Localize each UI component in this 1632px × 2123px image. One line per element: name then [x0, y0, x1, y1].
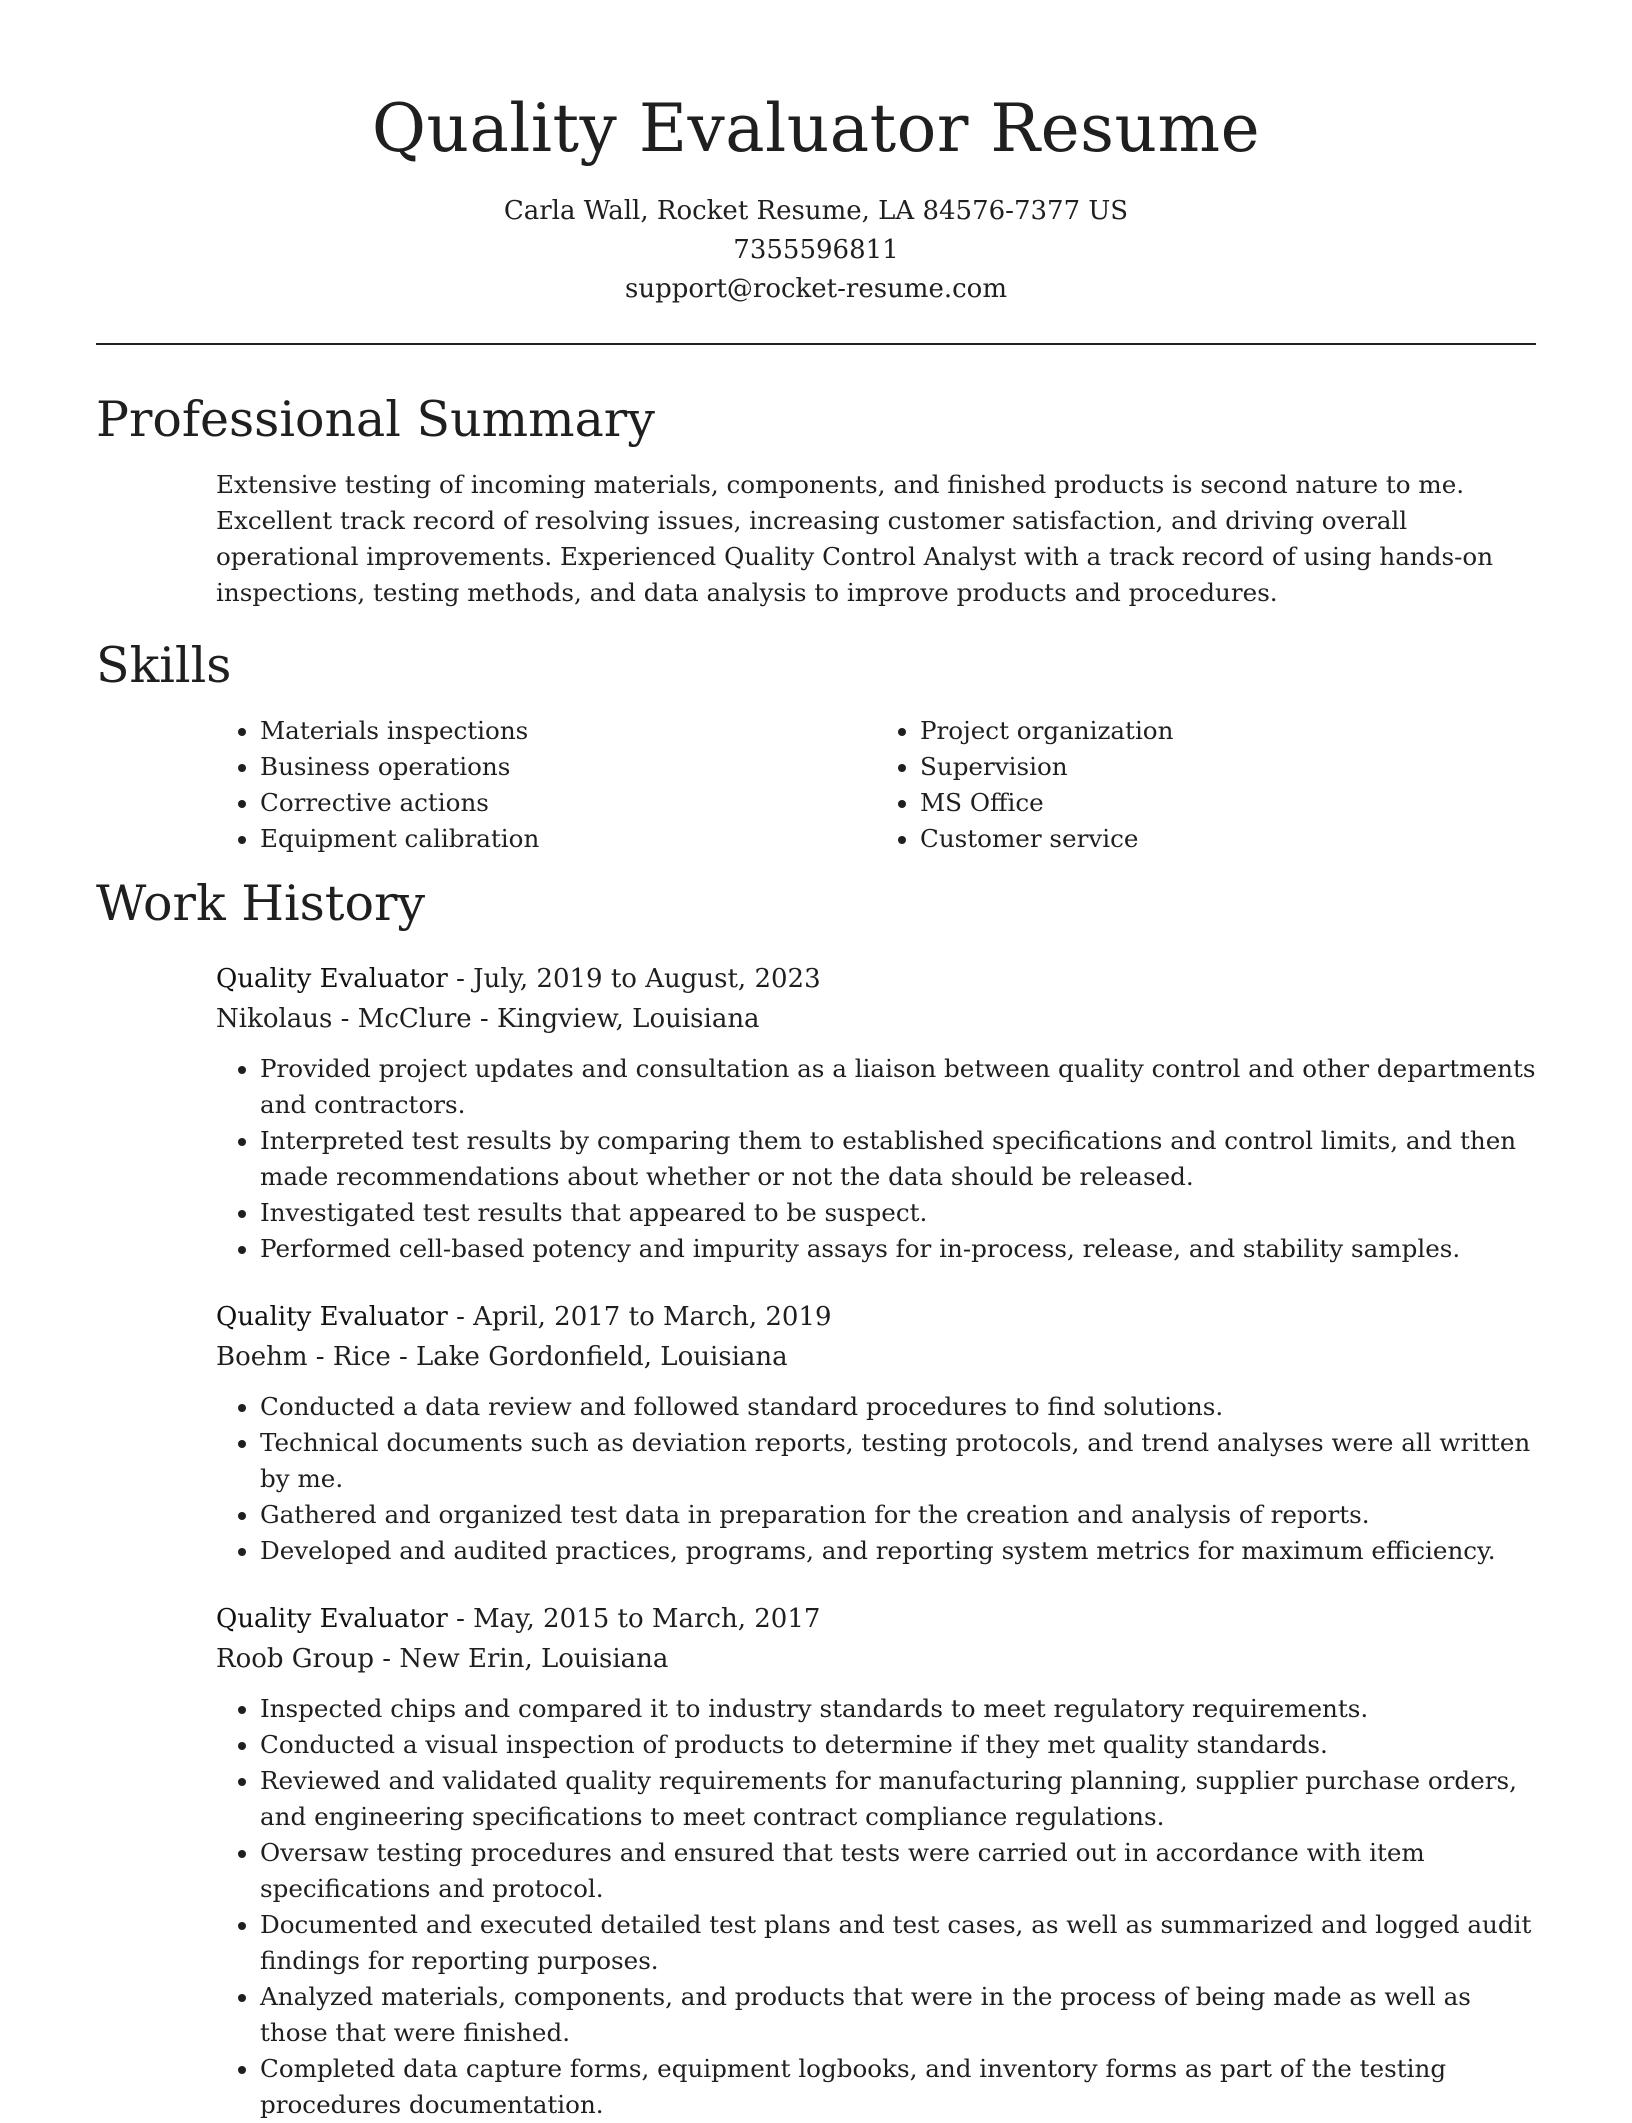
job-bullet: • Investigated test results that appeared to be suspect.	[260, 1195, 1536, 1231]
skills-grid	[216, 713, 1536, 857]
skill-item: • Supervision	[920, 749, 1536, 785]
job-bullets	[216, 1389, 1536, 1569]
work-history-heading: Work History	[96, 875, 426, 932]
contact-address: Carla Wall, Rocket Resume, LA 84576-7377 US	[503, 196, 1129, 226]
job-bullets	[216, 1691, 1536, 2123]
skill-item: • Corrective actions	[260, 785, 876, 821]
job-bullet: • Developed and audited practices, programs, and reporting system metrics for maximum efficiency.	[260, 1533, 1536, 1569]
job-dates: - April, 2017 to March, 2019	[447, 1302, 832, 1332]
job-entry	[216, 1297, 1536, 1569]
job-bullet: • Documented and executed detailed test plans and test cases, as well as summarized and logged audit findings for reporting purposes.	[260, 1907, 1536, 1979]
job-entry	[216, 959, 1536, 1267]
job-bullet: • Inspected chips and compared it to industry standards to meet regulatory requirements.	[260, 1691, 1536, 1727]
job-bullet: • Analyzed materials, components, and products that were in the process of being made as well as those that were finished.	[260, 1979, 1536, 2051]
job-bullet: • Conducted a data review and followed standard procedures to find solutions.	[260, 1389, 1536, 1425]
job-bullet: • Provided project updates and consultation as a liaison between quality control and other departments and contractors.	[260, 1051, 1536, 1123]
job-title-line	[216, 959, 1536, 999]
resume-page	[96, 0, 1536, 2123]
page-title: Quality Evaluator Resume	[371, 90, 1261, 167]
skills-section	[96, 635, 1536, 857]
job-bullet: • Interpreted test results by comparing them to established specifications and control limits, and then made recommendations about whether or not the data should be released.	[260, 1123, 1536, 1195]
job-company: Boehm - Rice - Lake Gordonfield, Louisiana	[216, 1342, 788, 1372]
resume-header	[96, 0, 1536, 309]
skills-heading: Skills	[96, 637, 232, 694]
job-title: Quality Evaluator	[216, 1302, 448, 1332]
job-bullet: • Conducted a visual inspection of products to determine if they met quality standards.	[260, 1727, 1536, 1763]
job-bullet: • Gathered and organized test data in preparation for the creation and analysis of reports.	[260, 1497, 1536, 1533]
work-history-section	[96, 873, 1536, 2123]
job-title-line	[216, 1297, 1536, 1337]
skills-column-right	[876, 713, 1536, 857]
job-title: Quality Evaluator	[216, 1604, 448, 1634]
job-entry	[216, 1599, 1536, 2123]
header-divider	[96, 343, 1536, 345]
job-bullets	[216, 1051, 1536, 1267]
contact-email: support@rocket-resume.com	[624, 274, 1007, 304]
job-company: Nikolaus - McClure - Kingview, Louisiana	[216, 1004, 760, 1034]
summary-text: Extensive testing of incoming materials, components, and finished products is second nature to me. Excellent track record of resolving issues, increasing customer satisfaction, and driving overall operational improvements. Experienced Quality Control Analyst with a track record of using hands-on inspections, testing methods, and data analysis to improve products and procedures.	[216, 470, 1494, 607]
job-title-line	[216, 1599, 1536, 1639]
skill-item: • Business operations	[260, 749, 876, 785]
skill-item: • Customer service	[920, 821, 1536, 857]
job-bullet: • Reviewed and validated quality requirements for manufacturing planning, supplier purchase orders, and engineering specifications to meet contract compliance regulations.	[260, 1763, 1536, 1835]
job-dates: - July, 2019 to August, 2023	[447, 964, 821, 994]
skills-column-left	[216, 713, 876, 857]
skill-item: • Project organization	[920, 713, 1536, 749]
skill-item: • MS Office	[920, 785, 1536, 821]
skill-item: • Equipment calibration	[260, 821, 876, 857]
contact-phone: 7355596811	[733, 235, 899, 265]
contact-info	[96, 192, 1536, 309]
skill-item: • Materials inspections	[260, 713, 876, 749]
job-title: Quality Evaluator	[216, 964, 448, 994]
summary-section	[96, 389, 1536, 611]
summary-heading: Professional Summary	[96, 391, 655, 448]
job-bullet: • Technical documents such as deviation reports, testing protocols, and trend analyses were all written by me.	[260, 1425, 1536, 1497]
job-company: Roob Group - New Erin, Louisiana	[216, 1644, 669, 1674]
job-dates: - May, 2015 to March, 2017	[447, 1604, 821, 1634]
job-bullet: • Completed data capture forms, equipment logbooks, and inventory forms as part of the testing procedures documentation.	[260, 2051, 1536, 2123]
job-bullet: • Oversaw testing procedures and ensured that tests were carried out in accordance with item specifications and protocol.	[260, 1835, 1536, 1907]
job-bullet: • Performed cell-based potency and impurity assays for in-process, release, and stability samples.	[260, 1231, 1536, 1267]
